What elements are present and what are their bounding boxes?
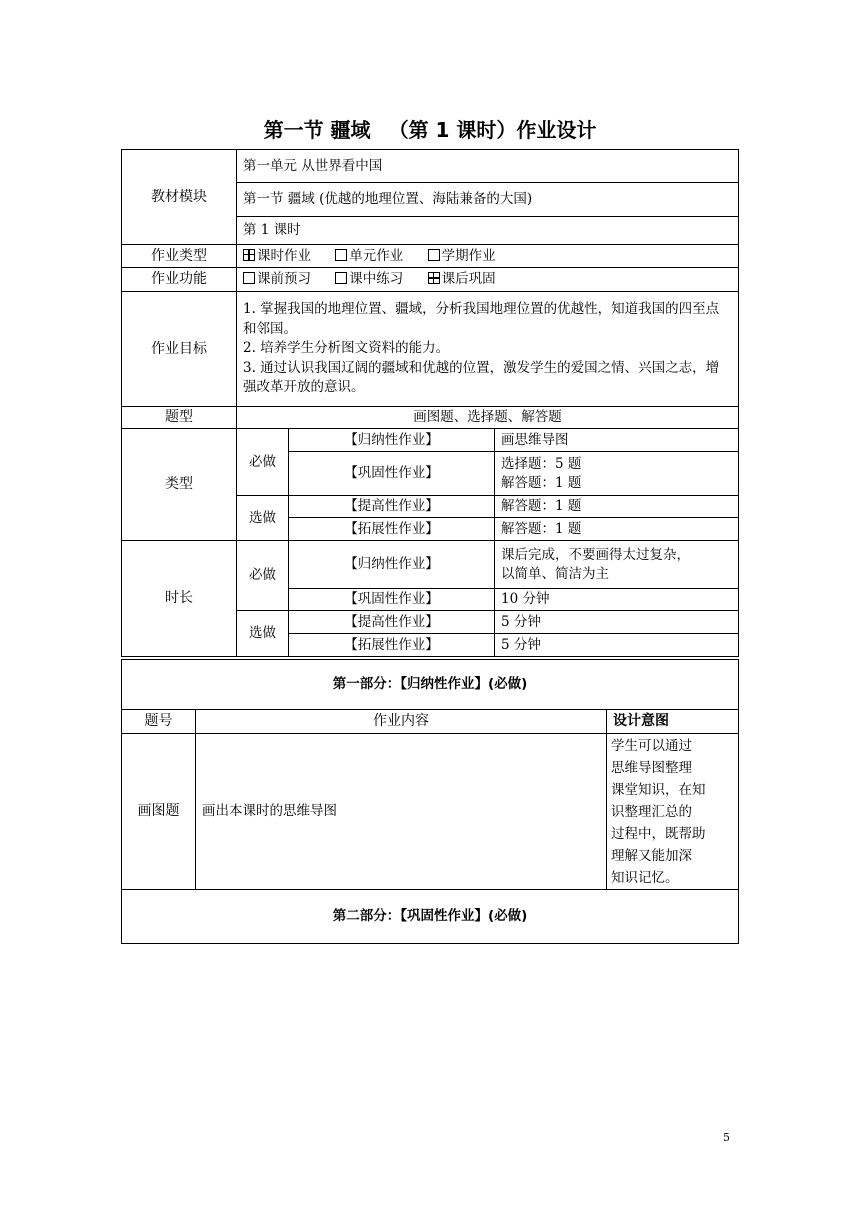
category-kind: 【拓展性作业】: [289, 518, 495, 541]
homework-type-label: 作业类型: [122, 245, 237, 268]
option-term-homework: 学期作业: [428, 248, 496, 264]
page-number: 5: [723, 1131, 730, 1144]
question-content: 画出本课时的思维导图: [196, 734, 607, 890]
checkbox-icon: [428, 249, 440, 261]
category-detail: 画思维导图: [495, 429, 739, 452]
homework-overview-table: [121, 149, 739, 657]
header-number: 题号: [122, 710, 196, 734]
checkbox-icon: [335, 272, 347, 284]
duration-label: 时长: [122, 541, 237, 657]
goals-label: 作业目标: [122, 292, 237, 407]
category-detail: 选择题：5 题 解答题：1 题: [495, 452, 739, 496]
category-required: 必做: [237, 429, 289, 496]
duration-detail: 课后完成，不要画得太过复杂， 以简单、简洁为主: [495, 541, 739, 589]
duration-detail: 5 分钟: [495, 611, 739, 634]
module-label: 教材模块: [122, 150, 237, 245]
duration-kind: 【归纳性作业】: [289, 541, 495, 589]
checked-box-icon: [428, 272, 440, 284]
homework-parts-table: [121, 659, 739, 944]
goal-item: 3. 通过认识我国辽阔的疆域和优越的位置，激发学生的爱国之情、兴国之志，增强改革开放的意识。: [243, 359, 720, 396]
title-part-2: （第 1 课时）作业设计: [388, 118, 597, 142]
checked-box-icon: [243, 249, 255, 261]
part1-heading: 第一部分：【归纳性作业】(必做): [122, 660, 739, 710]
header-intent: 设计意图: [607, 710, 739, 734]
category-label: 类型: [122, 429, 237, 541]
category-kind: 【提高性作业】: [289, 496, 495, 518]
option-lesson-homework: 课时作业: [243, 248, 311, 264]
module-lesson: 第 1 课时: [237, 217, 739, 245]
option-unit-homework: 单元作业: [335, 248, 403, 264]
homework-type-options: [237, 245, 739, 268]
question-number: 画图题: [122, 734, 196, 890]
duration-detail: 5 分钟: [495, 634, 739, 657]
goal-item: 1. 掌握我国的地理位置、疆域，分析我国地理位置的优越性，知道我国的四至点和邻国。: [243, 301, 720, 337]
category-detail: 解答题：1 题: [495, 496, 739, 518]
category-detail: 解答题：1 题: [495, 518, 739, 541]
homework-function-options: [237, 268, 739, 292]
option-review: 课后巩固: [428, 271, 496, 287]
duration-detail: 10 分钟: [495, 589, 739, 611]
duration-kind: 【提高性作业】: [289, 611, 495, 634]
duration-required: 必做: [237, 541, 289, 611]
page-title: [0, 114, 860, 143]
category-optional: 选做: [237, 496, 289, 541]
duration-kind: 【巩固性作业】: [289, 589, 495, 611]
option-preview: 课前预习: [243, 271, 311, 287]
question-types-value: 画图题、选择题、解答题: [237, 407, 739, 429]
header-content: 作业内容: [196, 710, 607, 734]
option-in-class: 课中练习: [335, 271, 403, 287]
category-kind: 【归纳性作业】: [289, 429, 495, 452]
duration-optional: 选做: [237, 611, 289, 657]
design-intent: 学生可以通过 思维导图整理 课堂知识，在知 识整理汇总的 过程中，既帮助 理解又能加深 知识记忆。: [607, 734, 739, 890]
title-part-1: 第一节 疆域: [263, 118, 371, 142]
checkbox-icon: [335, 249, 347, 261]
checkbox-icon: [243, 272, 255, 284]
goal-item: 2. 培养学生分析图文资料的能力。: [243, 340, 450, 357]
homework-function-label: 作业功能: [122, 268, 237, 292]
question-types-label: 题型: [122, 407, 237, 429]
category-kind: 【巩固性作业】: [289, 452, 495, 496]
duration-kind: 【拓展性作业】: [289, 634, 495, 657]
module-unit: 第一单元 从世界看中国: [237, 150, 739, 183]
part2-heading: 第二部分：【巩固性作业】(必做): [122, 890, 739, 944]
goals-content: [237, 292, 739, 407]
module-section: 第一节 疆域 (优越的地理位置、海陆兼备的大国): [237, 183, 739, 217]
